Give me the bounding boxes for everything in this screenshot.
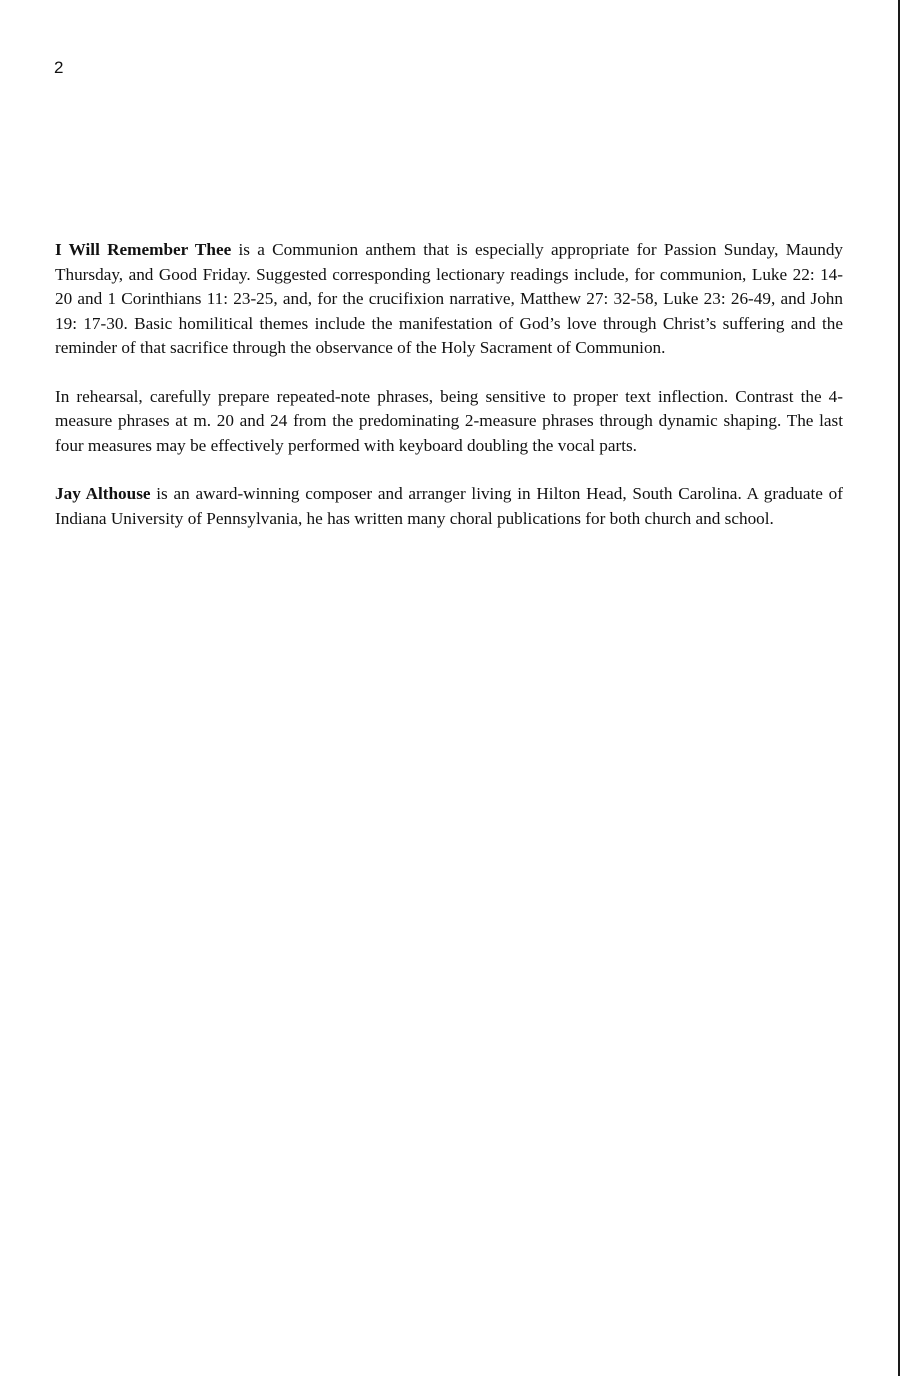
paragraph-about-anthem: [55, 238, 843, 361]
rehearsal-notes-text: In rehearsal, carefully prepare repeated-note phrases, being sensitive to proper text inflection. Contrast the 4-measure phrases at m. 20 and 24 from the predominating 2-measure phrases through dynamic shaping. The last four measures may be effectively performed with keyboard doubling the vocal parts.: [55, 386, 843, 455]
page-number: 2: [54, 58, 64, 77]
paragraph-rehearsal-notes: [55, 385, 843, 459]
body-text: [55, 238, 843, 555]
paragraph-composer-bio: [55, 482, 843, 531]
composer-bio-text: is an award-winning composer and arranger living in Hilton Head, South Carolina. A graduate of Indiana University of Pennsylvania, he has written many choral publications for both church and school.: [55, 484, 843, 528]
anthem-description: is a Communion anthem that is especially appropriate for Passion Sunday, Maundy Thursday, and Good Friday. Suggested corresponding lectionary readings include, for communion, Luke 22: 14-20 and 1 Corinthians 11: 23-25, and, for the crucifixion narrative, Matthew 27: 32-58, Luke 23: 26-49, and John 19: 17-30. Basic homilitical themes include the manifestation of God’s love through Christ’s suffering and the reminder of that sacrifice through the observance of the Holy Sacrament of Communion.: [55, 240, 844, 357]
composer-name: Jay Althouse: [55, 484, 151, 503]
anthem-title: I Will Remember Thee: [55, 240, 232, 259]
